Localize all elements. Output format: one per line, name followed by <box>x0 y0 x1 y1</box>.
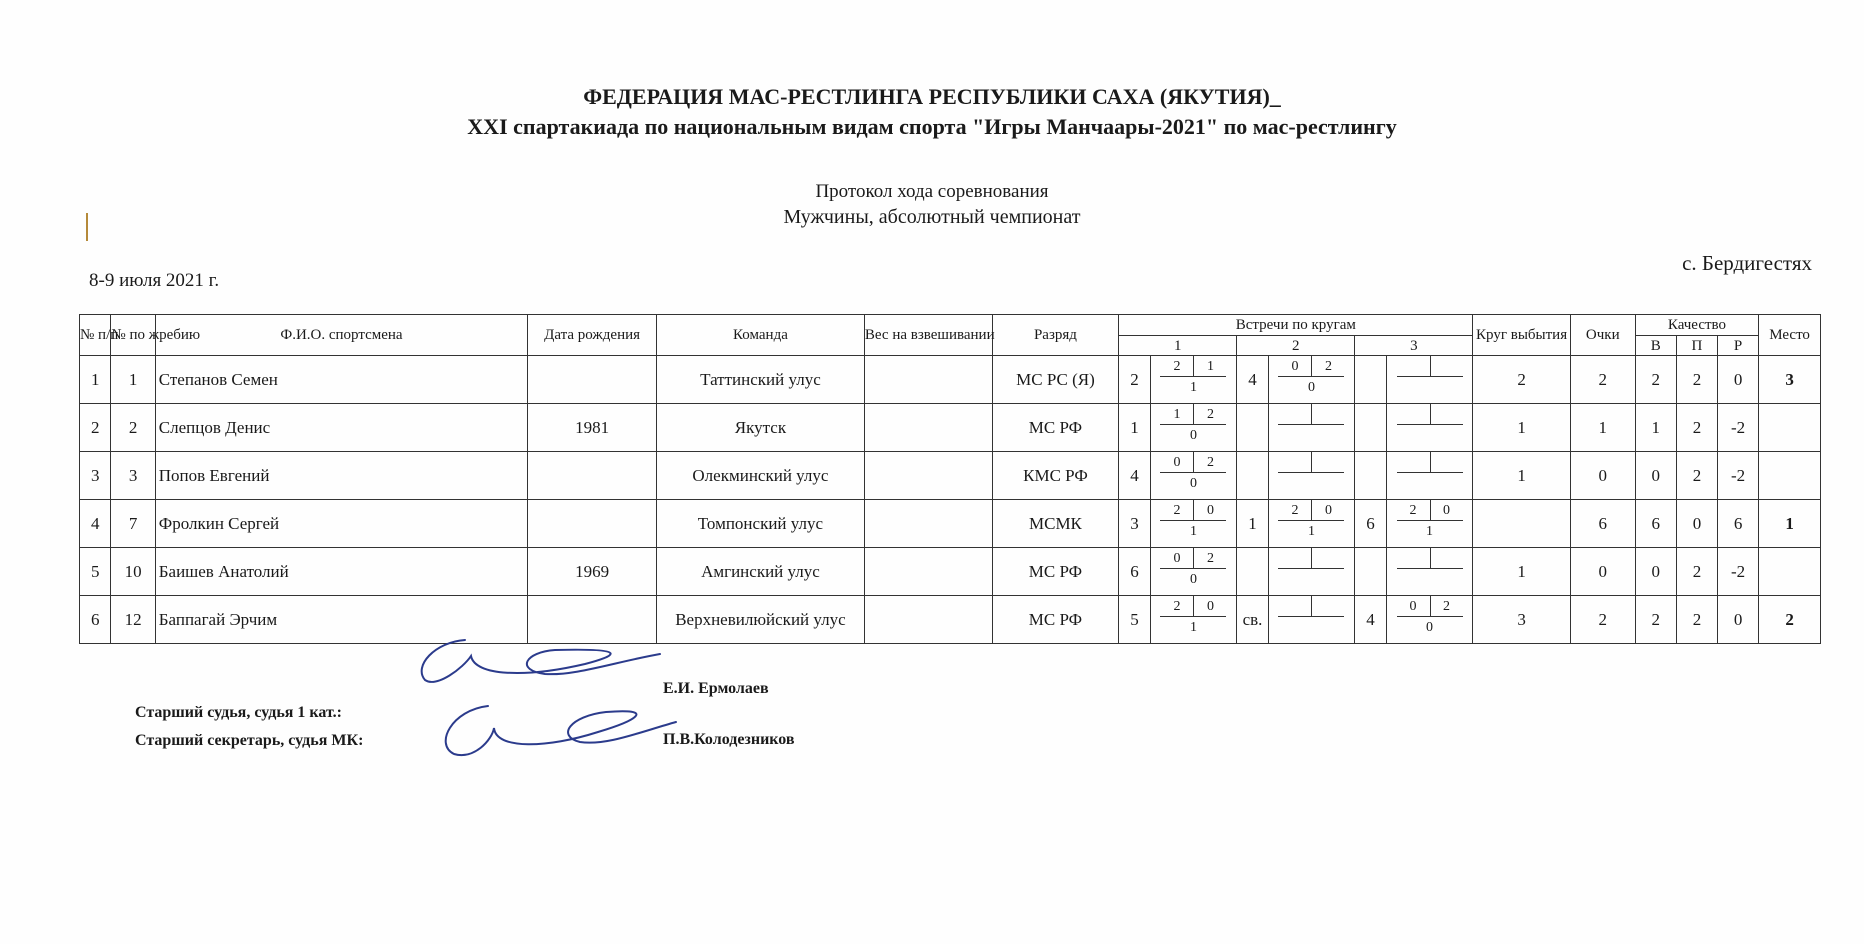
row-quality-loss: 2 <box>1676 452 1717 500</box>
row-birth <box>528 500 657 548</box>
score-top: 0 <box>1160 548 1193 569</box>
row-quality-diff: -2 <box>1718 548 1759 596</box>
score-top <box>1397 404 1430 425</box>
score-top <box>1278 596 1311 617</box>
round-3-opponent <box>1355 404 1386 452</box>
score-bottom: 1 <box>1189 380 1197 395</box>
score-bottom: 0 <box>1189 476 1197 491</box>
col-quality-diff: Р <box>1718 336 1759 356</box>
row-no: 6 <box>80 596 111 644</box>
score-bottom: 1 <box>1189 524 1197 539</box>
score-top: 2 <box>1160 596 1193 617</box>
row-points: 2 <box>1570 356 1635 404</box>
score-top: 2 <box>1397 500 1430 521</box>
row-quality-diff: 0 <box>1718 596 1759 644</box>
round-2-opponent <box>1237 452 1268 500</box>
col-round-3: 3 <box>1355 336 1473 356</box>
col-rounds: Встречи по кругам <box>1119 315 1473 336</box>
score-bottom: 1 <box>1189 620 1197 635</box>
row-weight <box>864 356 992 404</box>
row-weight <box>864 404 992 452</box>
row-elim: 3 <box>1473 596 1570 644</box>
col-grade: Разряд <box>992 315 1119 356</box>
table-row <box>80 452 1821 500</box>
secretary-signature <box>430 688 680 768</box>
col-team: Команда <box>657 315 865 356</box>
round-1-opponent: 4 <box>1119 452 1150 500</box>
row-team: Якутск <box>657 404 865 452</box>
row-quality-win: 2 <box>1635 356 1676 404</box>
row-grade: МСМК <box>992 500 1119 548</box>
col-place: Место <box>1759 315 1821 356</box>
score-upper <box>1430 356 1463 377</box>
score-bottom <box>1269 618 1355 638</box>
score-top <box>1397 548 1430 569</box>
round-2-opponent: 1 <box>1237 500 1268 548</box>
row-points: 1 <box>1570 404 1635 452</box>
row-draw: 10 <box>111 548 155 596</box>
score-bottom <box>1387 474 1473 494</box>
row-name: Попов Евгений <box>155 452 527 500</box>
score-upper: 2 <box>1193 404 1226 425</box>
row-draw: 12 <box>111 596 155 644</box>
score-bottom: 0 <box>1307 380 1315 395</box>
row-quality-loss: 2 <box>1676 356 1717 404</box>
row-quality-win: 1 <box>1635 404 1676 452</box>
row-team: Верхневилюйский улус <box>657 596 865 644</box>
row-birth <box>528 356 657 404</box>
competition-date: 8-9 июля 2021 г. <box>89 270 220 291</box>
row-place: 3 <box>1759 356 1821 404</box>
row-quality-diff: 6 <box>1718 500 1759 548</box>
score-bottom: 1 <box>1426 524 1433 539</box>
row-place: 2 <box>1759 596 1821 644</box>
table-row <box>80 500 1821 548</box>
row-name: Слепцов Денис <box>155 404 527 452</box>
row-quality-diff: -2 <box>1718 452 1759 500</box>
row-name: Баппагай Эрчим <box>155 596 527 644</box>
score-top: 2 <box>1160 500 1193 521</box>
round-3-score <box>1386 404 1473 452</box>
row-weight <box>864 500 992 548</box>
score-upper <box>1311 452 1344 473</box>
round-3-score <box>1386 596 1473 644</box>
protocol-table <box>79 314 1821 644</box>
score-top <box>1278 404 1311 425</box>
row-grade: КМС РФ <box>992 452 1119 500</box>
event-title: XXI спартакиада по национальным видам спорта "Игры Манчаары-2021" по мас-рестлингу <box>467 114 1397 139</box>
col-points: Очки <box>1570 315 1635 356</box>
score-upper: 0 <box>1430 500 1463 521</box>
score-upper <box>1430 404 1463 425</box>
row-weight <box>864 548 992 596</box>
table-row <box>80 596 1821 644</box>
round-3-opponent <box>1355 548 1386 596</box>
row-elim <box>1473 500 1570 548</box>
row-birth: 1969 <box>528 548 657 596</box>
col-quality-win: В <box>1635 336 1676 356</box>
score-upper: 2 <box>1311 356 1344 377</box>
round-3-opponent <box>1355 452 1386 500</box>
round-1-opponent: 6 <box>1119 548 1150 596</box>
score-top <box>1278 452 1311 473</box>
row-quality-diff: -2 <box>1718 404 1759 452</box>
round-1-opponent: 1 <box>1119 404 1150 452</box>
row-place: 1 <box>1759 500 1821 548</box>
round-1-score <box>1150 356 1237 404</box>
round-1-opponent: 2 <box>1119 356 1150 404</box>
round-2-score <box>1268 548 1355 596</box>
col-quality-loss: П <box>1676 336 1717 356</box>
row-team: Амгинский улус <box>657 548 865 596</box>
row-birth <box>528 452 657 500</box>
round-3-opponent: 4 <box>1355 596 1386 644</box>
row-team: Олекминский улус <box>657 452 865 500</box>
row-draw: 3 <box>111 452 155 500</box>
score-upper <box>1430 452 1463 473</box>
col-round-2: 2 <box>1237 336 1355 356</box>
col-round-1: 1 <box>1119 336 1237 356</box>
row-elim: 1 <box>1473 548 1570 596</box>
score-bottom: 0 <box>1189 428 1197 443</box>
judge-label: Старший судья, судья 1 кат.: <box>135 704 342 721</box>
row-name: Фролкин Сергей <box>155 500 527 548</box>
col-no: № п/п <box>80 315 111 356</box>
row-draw: 7 <box>111 500 155 548</box>
row-grade: МС РФ <box>992 596 1119 644</box>
score-bottom <box>1387 378 1473 398</box>
secretary-label: Старший секретарь, судья МК: <box>135 732 364 749</box>
table-row <box>80 404 1821 452</box>
row-elim: 1 <box>1473 452 1570 500</box>
score-bottom: 1 <box>1307 524 1315 539</box>
round-2-opponent <box>1237 404 1268 452</box>
row-quality-win: 2 <box>1635 596 1676 644</box>
table-row <box>80 548 1821 596</box>
margin-mark <box>86 213 88 241</box>
row-no: 3 <box>80 452 111 500</box>
score-top <box>1397 452 1430 473</box>
round-1-score <box>1150 452 1237 500</box>
round-2-opponent <box>1237 548 1268 596</box>
score-upper <box>1311 404 1344 425</box>
row-weight <box>864 452 992 500</box>
row-quality-loss: 2 <box>1676 596 1717 644</box>
row-team: Томпонский улус <box>657 500 865 548</box>
secretary-name: П.В.Колодезников <box>663 731 795 748</box>
row-quality-win: 0 <box>1635 548 1676 596</box>
score-upper: 2 <box>1193 452 1226 473</box>
row-points: 2 <box>1570 596 1635 644</box>
competition-place: с. Бердигестях <box>1682 251 1812 275</box>
score-top: 0 <box>1160 452 1193 473</box>
score-upper: 0 <box>1193 596 1226 617</box>
score-top: 2 <box>1160 356 1193 377</box>
round-1-opponent: 5 <box>1119 596 1150 644</box>
score-upper <box>1311 596 1344 617</box>
round-2-score <box>1268 500 1355 548</box>
score-upper: 0 <box>1311 500 1344 521</box>
score-upper <box>1430 548 1463 569</box>
row-grade: МС РС (Я) <box>992 356 1119 404</box>
judge-signature <box>405 628 665 692</box>
round-1-score <box>1150 548 1237 596</box>
row-quality-win: 0 <box>1635 452 1676 500</box>
col-draw: № по жребию <box>111 315 155 356</box>
score-upper: 0 <box>1193 500 1226 521</box>
score-top: 1 <box>1160 404 1193 425</box>
row-birth: 1981 <box>528 404 657 452</box>
round-1-score <box>1150 596 1237 644</box>
score-bottom <box>1269 474 1355 494</box>
round-2-opponent: св. <box>1237 596 1268 644</box>
col-weight: Вес на взвешивании <box>864 315 992 356</box>
category-title: Мужчины, абсолютный чемпионат <box>783 206 1081 228</box>
row-no: 2 <box>80 404 111 452</box>
row-quality-loss: 2 <box>1676 548 1717 596</box>
score-bottom <box>1387 570 1473 590</box>
row-quality-loss: 2 <box>1676 404 1717 452</box>
score-bottom: 0 <box>1189 572 1197 587</box>
row-draw: 1 <box>111 356 155 404</box>
col-birth: Дата рождения <box>528 315 657 356</box>
row-no: 1 <box>80 356 111 404</box>
round-2-opponent: 4 <box>1237 356 1268 404</box>
row-points: 0 <box>1570 548 1635 596</box>
score-bottom: 0 <box>1426 620 1433 635</box>
round-3-score <box>1386 452 1473 500</box>
score-bottom <box>1269 570 1355 590</box>
round-2-score <box>1268 404 1355 452</box>
row-place <box>1759 548 1821 596</box>
row-no: 5 <box>80 548 111 596</box>
row-elim: 1 <box>1473 404 1570 452</box>
row-grade: МС РФ <box>992 548 1119 596</box>
score-top: 2 <box>1278 500 1311 521</box>
score-top: 0 <box>1278 356 1311 377</box>
row-name: Степанов Семен <box>155 356 527 404</box>
score-bottom <box>1387 426 1473 446</box>
row-draw: 2 <box>111 404 155 452</box>
round-1-score <box>1150 500 1237 548</box>
score-upper <box>1311 548 1344 569</box>
row-name: Баишев Анатолий <box>155 548 527 596</box>
row-quality-diff: 0 <box>1718 356 1759 404</box>
round-3-score <box>1386 548 1473 596</box>
col-quality: Качество <box>1635 315 1758 336</box>
round-2-score <box>1268 356 1355 404</box>
round-1-score <box>1150 404 1237 452</box>
row-place <box>1759 404 1821 452</box>
score-top: 0 <box>1397 596 1430 617</box>
judge-name: Е.И. Ермолаев <box>663 680 769 697</box>
row-quality-loss: 0 <box>1676 500 1717 548</box>
row-place <box>1759 452 1821 500</box>
row-points: 6 <box>1570 500 1635 548</box>
federation-title: ФЕДЕРАЦИЯ МАС-РЕСТЛИНГА РЕСПУБЛИКИ САХА (ЯКУТИЯ)_ <box>583 84 1281 109</box>
protocol-title: Протокол хода соревнования <box>815 181 1049 202</box>
score-upper: 2 <box>1430 596 1463 617</box>
round-3-opponent <box>1355 356 1386 404</box>
round-1-opponent: 3 <box>1119 500 1150 548</box>
row-grade: МС РФ <box>992 404 1119 452</box>
row-elim: 2 <box>1473 356 1570 404</box>
round-3-score <box>1386 356 1473 404</box>
row-team: Таттинский улус <box>657 356 865 404</box>
score-top <box>1397 356 1430 377</box>
row-points: 0 <box>1570 452 1635 500</box>
round-3-score <box>1386 500 1473 548</box>
score-top <box>1278 548 1311 569</box>
score-bottom <box>1269 426 1355 446</box>
round-2-score <box>1268 452 1355 500</box>
table-row <box>80 356 1821 404</box>
row-no: 4 <box>80 500 111 548</box>
score-upper: 1 <box>1193 356 1226 377</box>
round-3-opponent: 6 <box>1355 500 1386 548</box>
row-quality-win: 6 <box>1635 500 1676 548</box>
round-2-score <box>1268 596 1355 644</box>
col-elim: Круг выбытия <box>1473 315 1570 356</box>
row-weight <box>864 596 992 644</box>
col-name: Ф.И.О. спортсмена <box>155 315 527 356</box>
score-upper: 2 <box>1193 548 1226 569</box>
